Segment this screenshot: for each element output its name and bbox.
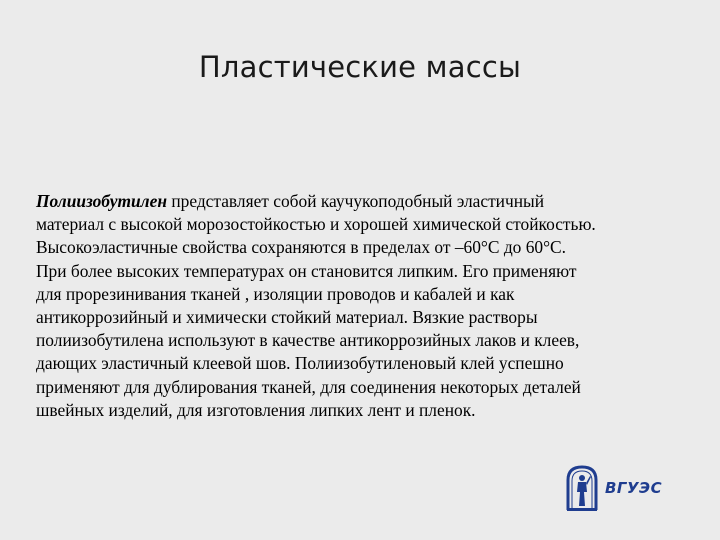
- logo-text: ВГУЭС: [605, 479, 663, 497]
- body-line: применяют для дублирования тканей, для соединения некоторых деталей: [36, 376, 581, 397]
- slide-title: Пластические массы: [198, 50, 522, 84]
- lead-term: Полиизобутилен: [36, 191, 167, 211]
- body-line: антикоррозийный и химически стойкий материал. Вязкие растворы: [36, 307, 538, 328]
- body-line: представляет собой каучукоподобный эластичный: [166, 191, 545, 211]
- slide-body-text: [36, 190, 706, 422]
- body-line: для прорезинивания тканей , изоляции проводов и кабалей и как: [36, 283, 515, 304]
- body-line: Высокоэластичные свойства сохраняются в пределах от –60°С до 60°С.: [36, 237, 567, 258]
- body-line: При более высоких температурах он становится липким. Его применяют: [36, 260, 577, 281]
- body-line: дающих эластичный клеевой шов. Полиизобутиленовый клей успешно: [36, 353, 564, 374]
- body-line: материал с высокой морозостойкостью и хорошей химической стойкостью.: [36, 214, 596, 235]
- body-line: швейных изделий, для изготовления липких лент и пленок.: [36, 399, 476, 420]
- university-logo: [565, 464, 665, 512]
- body-line: полиизобутилена используют в качестве антикоррозийных лаков и клеев,: [36, 330, 580, 351]
